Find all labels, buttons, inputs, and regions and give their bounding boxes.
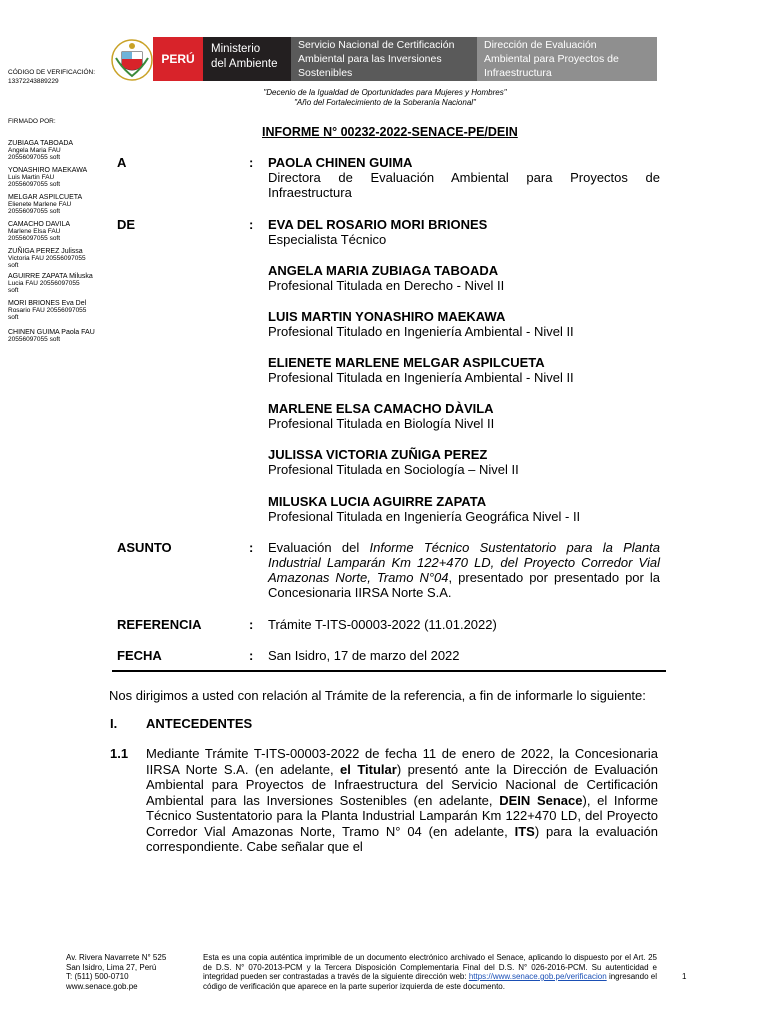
dein-block bbox=[477, 37, 657, 81]
paragraph-text bbox=[146, 746, 658, 855]
paragraph-segment: Mediante Trámite T-ITS-00003-2022 de fecha 11 de enero de 2022, la Concesionaria IIRSA Norte S.A. (en adelante, bbox=[146, 746, 658, 777]
senace-block bbox=[291, 37, 477, 81]
signer-entry bbox=[8, 248, 86, 269]
sender-role: Profesional Titulada en Biología Nivel II bbox=[268, 416, 495, 431]
sender-entry bbox=[268, 494, 660, 524]
sender-entry bbox=[268, 401, 660, 431]
sender-name: MILUSKA LUCIA AGUIRRE ZAPATA bbox=[268, 494, 487, 509]
dein-line: Dirección de Evaluación bbox=[484, 39, 597, 51]
sender-name: ELIENETE MARLENE MELGAR ASPILCUETA bbox=[268, 355, 545, 370]
verification-link[interactable]: https://www.senace.gob.pe/verificacion bbox=[468, 972, 607, 981]
signer-name: ZUBIAGA TABOADA bbox=[8, 140, 74, 147]
reference-value: Trámite T-ITS-00003-2022 (11.01.2022) bbox=[268, 617, 497, 632]
senace-line: Ambiental para las Inversiones bbox=[298, 53, 442, 65]
field-label-a: A bbox=[117, 155, 127, 170]
signer-name: CAMACHO DAVILA bbox=[8, 221, 71, 228]
signer-entry bbox=[8, 194, 82, 215]
intro-paragraph: Nos dirigimos a usted con relación al Trámite de la referencia, a fin de informarle lo siguiente: bbox=[109, 688, 646, 703]
sender-role: Especialista Técnico bbox=[268, 232, 387, 247]
footer-address-line: T: (511) 500-0710 bbox=[66, 972, 129, 981]
colon: : bbox=[249, 540, 254, 555]
signer-detail: soft bbox=[8, 287, 19, 294]
signer-entry bbox=[8, 221, 70, 242]
footer-address bbox=[66, 953, 196, 991]
signer-entry bbox=[8, 329, 95, 343]
report-title: INFORME N° 00232-2022-SENACE-PE/DEIN bbox=[262, 125, 518, 139]
senace-line: Servicio Nacional de Certificación bbox=[298, 39, 455, 51]
paragraph-segment: ) presentó ante la Dirección de Evaluación Ambiental para Proyectos de Infraestructura del Servicio Nacional de Certificación Ambiental para las Inversiones Sostenibles (en adelante, bbox=[146, 761, 658, 808]
signer-entry bbox=[8, 167, 87, 188]
ministerio-line: del Ambiente bbox=[211, 58, 278, 70]
signer-detail: 20556097055 soft bbox=[8, 235, 61, 242]
sender-name: ANGELA MARIA ZUBIAGA TABOADA bbox=[268, 263, 499, 278]
signer-entry bbox=[8, 273, 93, 294]
sender-name: LUIS MARTIN YONASHIRO MAEKAWA bbox=[268, 309, 506, 324]
sender-role: Profesional Titulada en Ingeniería Ambiental - Nivel II bbox=[268, 370, 574, 385]
signer-detail: Angela Maria FAU bbox=[8, 147, 61, 154]
verification-block bbox=[8, 69, 95, 85]
header-divider bbox=[112, 670, 666, 672]
footer-address-line: www.senace.gob.pe bbox=[66, 981, 138, 991]
peru-logo-block bbox=[153, 37, 203, 81]
recipient-block bbox=[268, 155, 660, 200]
paragraph-bold: ITS bbox=[514, 823, 535, 839]
dein-line: Ambiental para Proyectos de bbox=[484, 53, 619, 65]
dein-line: Infraestructura bbox=[484, 67, 552, 79]
signer-detail: soft bbox=[8, 262, 19, 269]
signer-detail: Rosario FAU 20556097055 bbox=[8, 307, 87, 314]
section-number: I. bbox=[110, 716, 118, 731]
sender-entry bbox=[268, 217, 660, 247]
sender-entry bbox=[268, 263, 660, 293]
signer-detail: Elienete Marlene FAU bbox=[8, 201, 72, 208]
signer-entry bbox=[8, 140, 73, 161]
sender-entry bbox=[268, 447, 660, 477]
field-label-fecha: FECHA bbox=[117, 648, 162, 663]
colon: : bbox=[249, 217, 254, 232]
signer-detail: Lucia FAU 20556097055 bbox=[8, 280, 80, 287]
subject-text bbox=[268, 540, 660, 600]
field-label-asunto: ASUNTO bbox=[117, 540, 172, 555]
paragraph-bold: DEIN Senace bbox=[499, 792, 583, 808]
field-label-de: DE bbox=[117, 217, 136, 232]
signer-detail: 20556097055 soft bbox=[8, 336, 61, 343]
date-value: San Isidro, 17 de marzo del 2022 bbox=[268, 648, 460, 663]
subject-pre: Evaluación del bbox=[268, 540, 370, 555]
colon: : bbox=[249, 155, 254, 170]
signer-name: CHINEN GUIMA Paola FAU bbox=[8, 329, 95, 336]
paragraph-bold: el Titular bbox=[340, 761, 397, 777]
signer-name: YONASHIRO MAEKAWA bbox=[8, 167, 88, 174]
sender-role: Profesional Titulada en Ingeniería Geográfica Nivel - II bbox=[268, 509, 581, 524]
paragraph-number: 1.1 bbox=[110, 746, 129, 761]
coat-of-arms-icon bbox=[110, 38, 154, 82]
colon: : bbox=[249, 617, 254, 632]
footer-address-line: Av. Rivera Navarrete N° 525 bbox=[66, 953, 167, 962]
sender-name: MARLENE ELSA CAMACHO DÀVILA bbox=[268, 401, 494, 416]
signer-detail: 20556097055 soft bbox=[8, 154, 61, 161]
senace-line: Sostenibles bbox=[298, 67, 353, 79]
sender-name: JULISSA VICTORIA ZUÑIGA PEREZ bbox=[268, 447, 488, 462]
footer-address-line: San Isidro, Lima 27, Perú bbox=[66, 962, 157, 972]
signer-detail: 20556097055 soft bbox=[8, 208, 61, 215]
page-number: 1 bbox=[682, 972, 687, 981]
signer-name: ZUÑIGA PEREZ Julissa bbox=[8, 248, 83, 255]
ministerio-line: Ministerio bbox=[211, 43, 261, 55]
verification-label: CÓDIGO DE VERIFICACIÓN: bbox=[8, 69, 96, 76]
peru-label: PERÚ bbox=[161, 52, 195, 66]
ministerio-block bbox=[203, 37, 291, 81]
sender-entry bbox=[268, 355, 660, 385]
footer-note-text: Esta es una copia auténtica imprimible de un documento electrónico archivado el Senace, aplicando lo dispuesto por el Art. 25 de D.S. N° 070-2013-PCM y la Tercera Disposición Complementaria Final del D.S. N° 026-2016-PCM. Su autenticidad e integridad pueden ser contrastadas a través de la siguiente dirección web: bbox=[203, 953, 657, 981]
signer-detail: soft bbox=[8, 314, 19, 321]
footer-note bbox=[203, 953, 657, 991]
colon: : bbox=[249, 648, 254, 663]
sender-role: Profesional Titulado en Ingeniería Ambiental - Nivel II bbox=[268, 324, 574, 339]
signer-detail: Victoria FAU 20556097055 bbox=[8, 255, 86, 262]
sender-entry bbox=[268, 309, 660, 339]
signer-name: MELGAR ASPILCUETA bbox=[8, 194, 83, 201]
recipient-role: Directora de Evaluación Ambiental para Proyectos de Infraestructura bbox=[268, 170, 660, 200]
sender-role: Profesional Titulada en Derecho - Nivel II bbox=[268, 278, 505, 293]
signed-by-label: FIRMADO POR: bbox=[8, 118, 56, 125]
signer-name: AGUIRRE ZAPATA Miluska bbox=[8, 273, 93, 280]
decenio-line: "Año del Fortalecimiento de la Soberanía Nacional" bbox=[294, 98, 476, 107]
signer-detail: Marlene Elsa FAU bbox=[8, 228, 61, 235]
section-title: ANTECEDENTES bbox=[146, 716, 253, 731]
sender-role: Profesional Titulada en Sociología – Nivel II bbox=[268, 462, 519, 477]
footer-note-text: ingresando el código de verificación que aparece en la parte superior izquierda de este documento. bbox=[203, 972, 658, 991]
recipient-name: PAOLA CHINEN GUIMA bbox=[268, 155, 413, 170]
verification-code: 13372243889229 bbox=[8, 78, 59, 85]
subject-post: , presentado por presentado por la Concesionaria IIRSA Norte S.A. bbox=[268, 570, 660, 600]
paragraph-segment: ) para la evaluación correspondiente. Cabe señalar que el bbox=[146, 823, 658, 854]
signer-name: MORI BRIONES Eva Del bbox=[8, 300, 87, 307]
subject-italic: Informe Técnico Sustentatorio para la Planta Industrial Lamparán Km 122+470 LD, del Proyecto Corredor Vial Amazonas Norte, Tramo N°04 bbox=[268, 540, 660, 585]
decenio-motto bbox=[160, 88, 610, 108]
signer-detail: Luis Martin FAU bbox=[8, 174, 55, 181]
sender-name: EVA DEL ROSARIO MORI BRIONES bbox=[268, 217, 488, 232]
field-label-referencia: REFERENCIA bbox=[117, 617, 202, 632]
decenio-line: "Decenio de la Igualdad de Oportunidades para Mujeres y Hombres" bbox=[263, 88, 507, 97]
signer-entry bbox=[8, 300, 86, 321]
signer-detail: 20556097055 soft bbox=[8, 181, 61, 188]
paragraph-segment: ), el Informe Técnico Sustentatorio para la Planta Industrial Lamparán Km 122+470 LD, del Proyecto Corredor Vial Amazonas Norte, Tramo N° 04 (en adelante, bbox=[146, 792, 659, 839]
